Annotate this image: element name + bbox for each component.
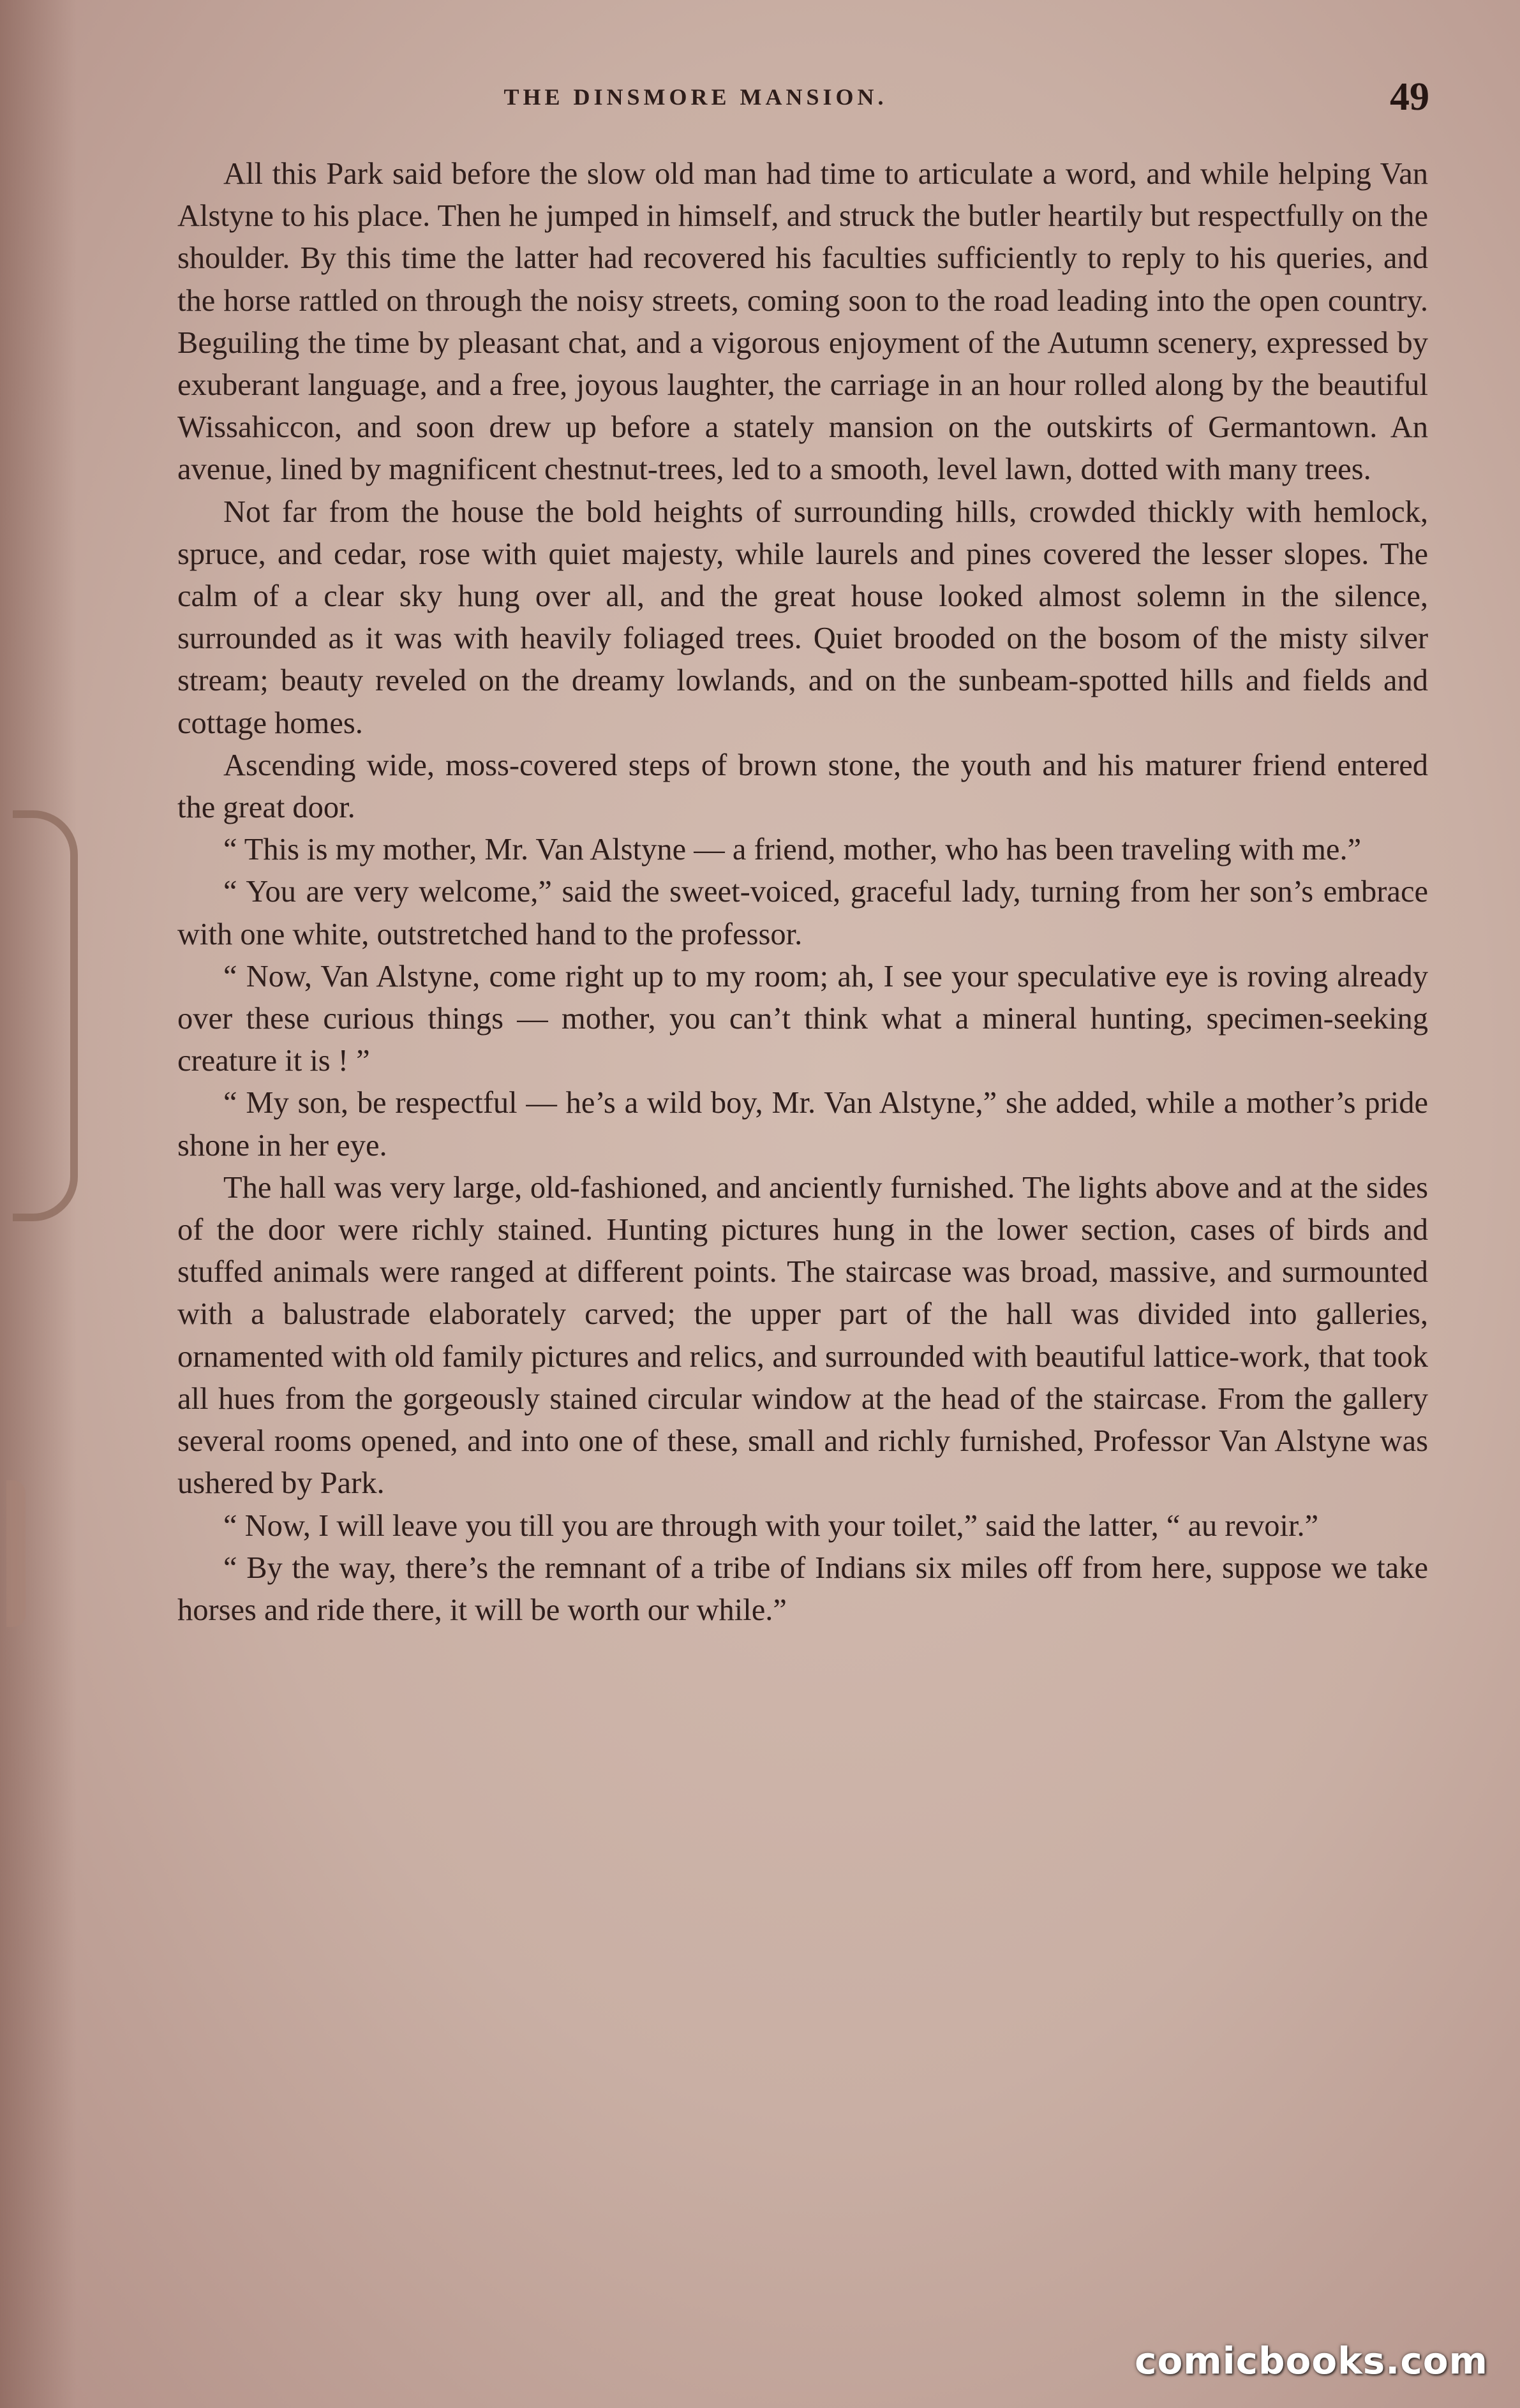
binding-thread-lower <box>6 1480 26 1627</box>
paragraph: Not far from the house the bold heights of surrounding hills, crowded thickly with hemlock, spruce, and cedar, rose with quiet majesty, while laurels and pines covered the lesser slopes. The calm of a clear sky hung over all, and the great house looked almost solemn in the silence, surrounded as it was with heavily foliaged trees. Quiet brooded on the bosom of the misty silver stream; beauty reveled on the dreamy lowlands, and on the sunbeam-spotted hills and fields and cottage homes. <box>177 494 1428 740</box>
paragraph: “ My son, be respectful — he’s a wild boy, Mr. Van Alstyne,” she added, while a mother’s pride shone in her eye. <box>177 1086 1428 1163</box>
paragraph: The hall was very large, old-fashioned, and anciently furnished. The lights above and at the sides of the door were richly stained. Hunting pictures hung in the lower section, cases of birds and stuffed animals were ranged at different points. The staircase was broad, massive, and surmounted with a balustrade elaborately carved; the upper part of the hall was divided into galleries, ornamented with old family pictures and relics, and surrounded with beautiful lattice-work, that took all hues from the gorgeously stained circular window at the head of the staircase. From the gallery several rooms opened, and into one of these, small and richly furnished, Professor Van Alstyne was ushered by Park. <box>177 1170 1428 1501</box>
page-number: 49 <box>1390 75 1429 119</box>
paragraph: “ You are very welcome,” said the sweet-voiced, graceful lady, turning from her son’s embrace with one white, outstretched hand to the professor. <box>177 875 1428 951</box>
paragraph: All this Park said before the slow old man had time to articulate a word, and while helping Van Alstyne to his place. Then he jumped in himself, and struck the butler heartily but respectfully on the shoulder. By this time the latter had recovered his faculties sufficiently to reply to his queries, and the horse rattled on through the noisy streets, coming soon to the road leading into the open country. Beguiling the time by pleasant chat, and a vigorous enjoyment of the Autumn scenery, expressed by exuberant language, and a free, joyous laughter, the carriage in an hour rolled along by the beautiful Wissahiccon, and soon drew up before a stately mansion on the outskirts of Germantown. An avenue, lined by magnificent chestnut-trees, led to a smooth, level lawn, dotted with many trees. <box>177 157 1428 487</box>
running-title: THE DINSMORE MANSION. <box>503 84 888 110</box>
binding-thread <box>13 810 78 1221</box>
body-text <box>177 153 1428 1631</box>
running-head <box>191 71 1429 123</box>
watermark: comicbooks.com <box>1135 2339 1488 2382</box>
paragraph: Ascending wide, moss-covered steps of brown stone, the youth and his maturer friend entered the great door. <box>177 748 1428 825</box>
paragraph: “ This is my mother, Mr. Van Alstyne — a friend, mother, who has been traveling with me.” <box>223 833 1362 867</box>
paragraph: “ Now, I will leave you till you are through with your toilet,” said the latter, “ au revoir.” <box>223 1508 1319 1543</box>
paragraph: “ Now, Van Alstyne, come right up to my room; ah, I see your speculative eye is roving already over these curious things — mother, you can’t think what a mineral hunting, specimen-seeking creature it is ! ” <box>177 959 1428 1078</box>
paragraph: “ By the way, there’s the remnant of a tribe of Indians six miles off from here, suppose we take horses and ride there, it will be worth our while.” <box>177 1550 1428 1627</box>
